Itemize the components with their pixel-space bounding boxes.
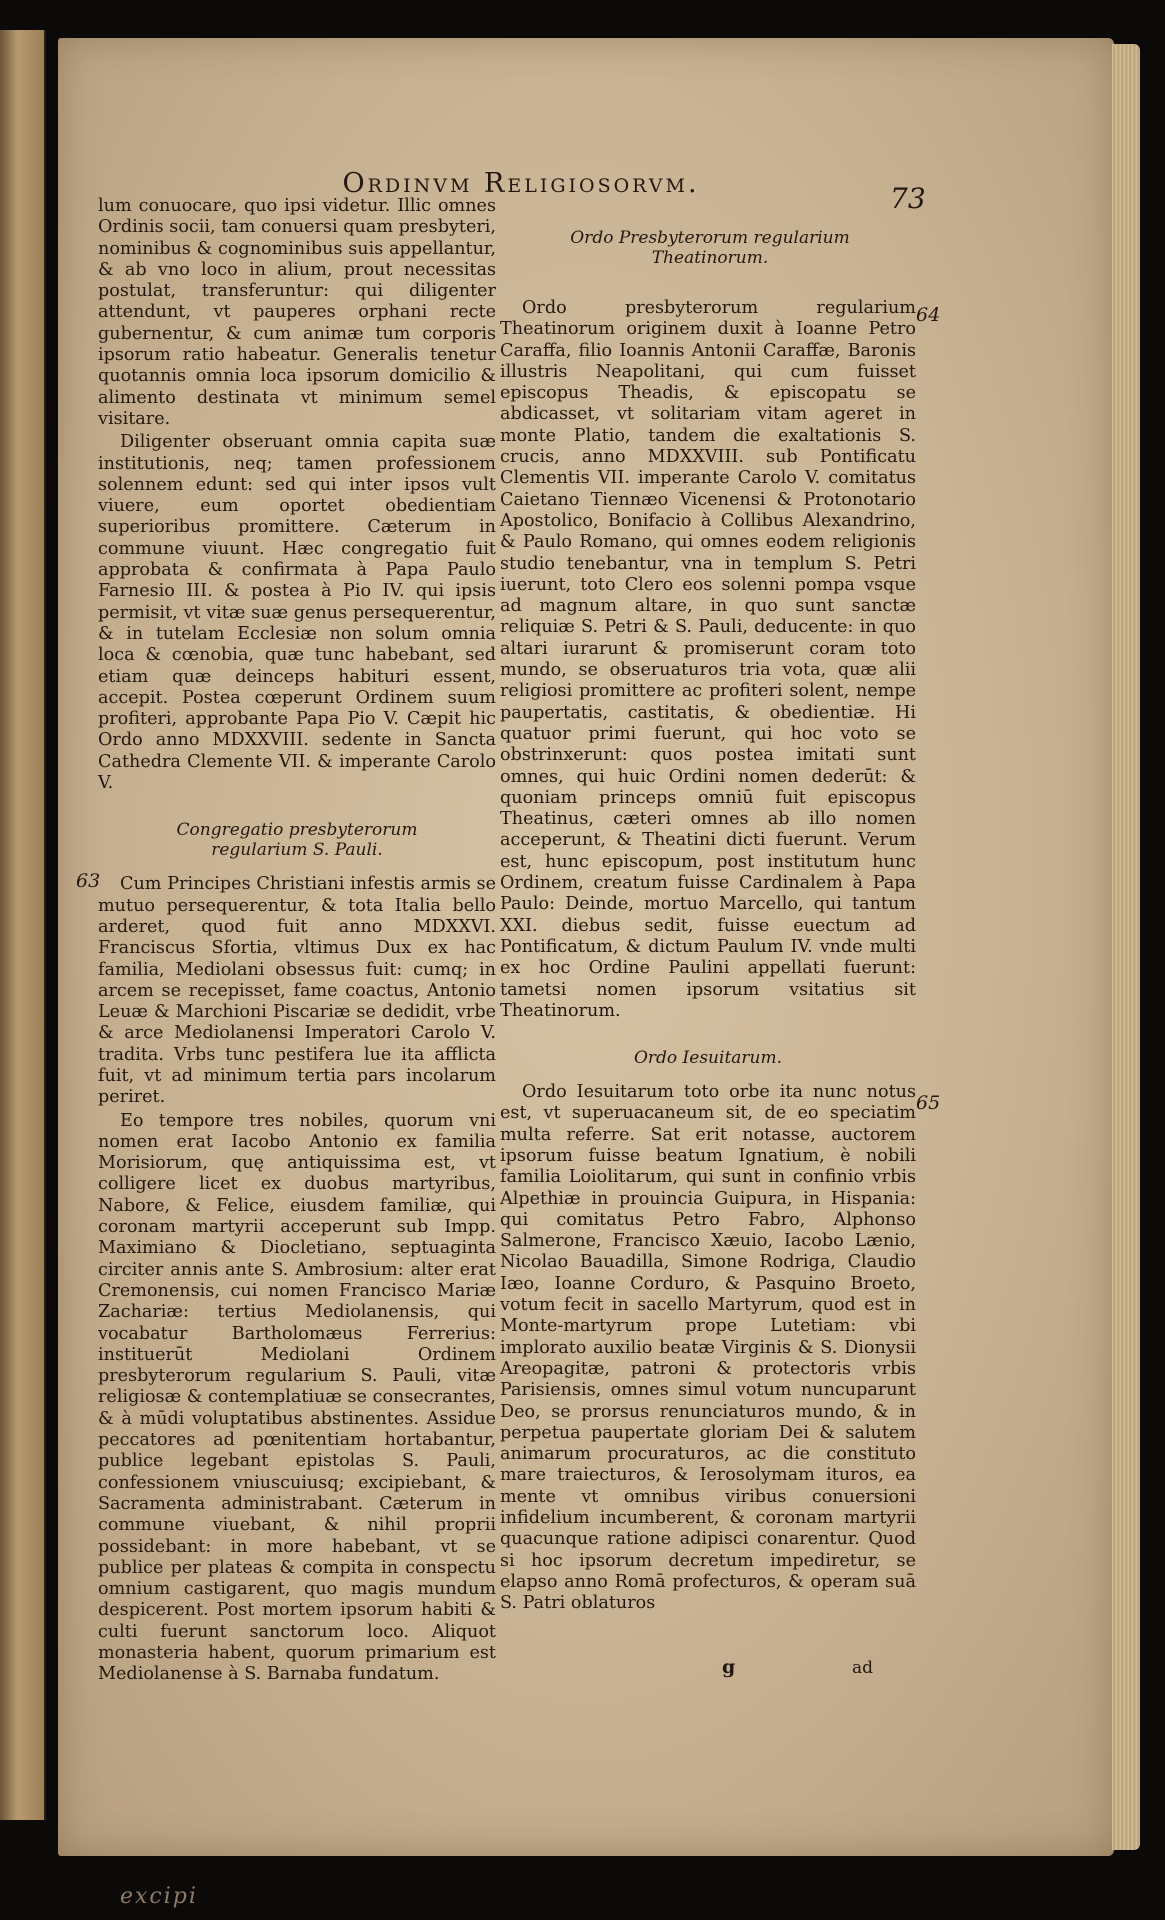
section-heading-s-pauli: Congregatio presbyterorum regularium S. Pauli. (176, 820, 418, 861)
signature-mark: g (722, 1656, 736, 1678)
right-column (500, 298, 916, 1615)
section-heading-iesuitarum: Ordo Iesuitarum. (633, 1048, 783, 1069)
margin-number-64: 64 (916, 304, 941, 326)
catchword: ad (852, 1658, 874, 1678)
bleed-through-text: excipi (120, 1884, 198, 1909)
running-head: Ordinvm Religiosorvm. (342, 168, 700, 199)
margin-number-65: 65 (916, 1092, 941, 1114)
left-column (98, 196, 496, 1686)
left-paragraph-4: Eo tempore tres nobiles, quorum vni nomen erat Iacobo Antonio ex familia Morisiorum, quę antiquissima est, vt colligere licet ex duobus martyribus, Nabore, & Felice, eiusdem familiæ, qui coronam martyrii acceperunt sub Impp. Maximiano & Diocletiano, septuaginta circiter annis ante S. Ambrosium: alter erat Cremonensis, cui nomen Francisco Mariæ Zachariæ: tertius Mediolanensis, qui vocabatur Bartholomæus Ferrerius: instituerūt Mediolani Ordinem presbyterorum regularium S. Pauli, vitæ religiosæ & contemplatiuæ se consecrantes, & à mūdi voluptatibus abstinentes. Assidue peccatores ad pœnitentiam hortabantur, publice legebant epistolas S. Pauli, confessionem vniuscuiusq; excipiebant, & Sacramenta administrabant. Cæterum in commune viuebant, & nihil proprii possidebant: in more habebant, vt se publice per plateas & compita in conspectu omnium castigarent, quo magis mundum despicerent. Post mortem ipsorum habiti & culti fuerunt sanctorum loco. Aliquot monasteria habent, quorum primarium est Mediolanense à S. Barnaba fundatum. (98, 1110, 496, 1685)
left-paragraph-2: Diligenter obseruant omnia capita suæ institutionis, neq; tamen professionem solennem edunt: sed qui inter ipsos vult viuere, eum oportet obedientiam superioribus promittere. Cæterum in commune viuunt. Hæc congregatio fuit approbata & confirmata à Papa Paulo Farnesio III. & postea à Pio IV. qui ipsis permisit, vt vitæ suæ genus persequerentur, & in tutelam Ecclesiæ non solum omnia loca & cœnobia, quæ tunc habebant, sed etiam quæ deinceps habituri essent, accepit. Postea cœperunt Ordinem suum profiteri, approbante Papa Pio V. Cæpit hic Ordo anno MDXXVIII. sedente in Sancta Cathedra Clemente VII. & imperante Carolo V. (98, 432, 496, 794)
right-paragraph-1: Ordo presbyterorum regularium Theatinorum originem duxit à Ioanne Petro Caraffa, filio Ioannis Antonii Caraffæ, Baronis illustris Neapolitani, qui cum fuisset episcopus Theadis, & episcopatu se abdicasset, vt solitariam vitam ageret in monte Platio, tandem die exaltationis S. crucis, anno MDXXVIII. sub Pontificatu Clementis VII. imperante Carolo V. comitatus Caietano Tiennæo Vicenensi & Protonotario Apostolico, Bonifacio à Collibus Alexandrino, & Paulo Romano, qui omnes eodem religionis studio tenebantur, vna in templum S. Petri iuerunt, toto Clero eos solenni pompa vsque ad magnum altare, in quo sunt sanctæ reliquiæ S. Petri & S. Pauli, deducente: in quo altari iurarunt & promiserunt coram toto mundo, se obseruaturos tria vota, quæ alii religiosi promittere ac profiteri solent, nempe paupertatis, castitatis, & obedientiæ. Hi quatuor primi fuerunt, qui hoc voto se obstrinxerunt: quos postea imitati sunt omnes, qui huic Ordini nomen dederūt: & quoniam princeps omniū fuit episcopus Theatinus, cæteri omnes ab illo nomen acceperunt, & Theatini dicti fuerunt. Verum est, hunc episcopum, post institutum hunc Ordinem, creatum fuisse Cardinalem à Papa Paulo: Deinde, mortuo Marcello, qui tantum XXI. diebus sedit, fuisse euectum ad Pontificatum, & dictum Paulum IV. vnde multi ex hoc Ordine Paulini appellati fuerunt: tametsi nomen ipsorum vsitatius sit Theatinorum. (500, 298, 916, 1021)
right-paragraph-2: Ordo Iesuitarum toto orbe ita nunc notus est, vt superuacaneum sit, de eo speciatim multa referre. Sat erit notasse, auctorem ipsorum fuisse beatum Ignatium, è nobili familia Loiolitarum, qui sunt in confinio vrbis Alpethiæ in prouincia Guipura, in Hispania: qui comitatus Petro Fabro, Alphonso Salmerone, Francisco Xæuio, Iacobo Lænio, Nicolao Bauadilla, Simone Rodriga, Claudio Iæo, Ioanne Corduro, & Pasquino Broeto, votum fecit in sacello Martyrum, quod est in Monte-martyrum prope Lutetiam: vbi implorato auxilio beatæ Virginis & S. Dionysii Areopagitæ, patroni & protectoris vrbis Parisiensis, omnes simul votum nuncuparunt Deo, se prorsus renunciaturos mundo, & in perpetua paupertate gloriam Dei & salutem animarum procuraturos, ac die constituto mare traiecturos, & Ierosolymam ituros, ea mente vt omnibus viribus conuersioni infidelium incumberent, & coronam martyrii quacunque ratione adipisci conarentur. Quod si hoc ipsorum decretum impediretur, se elapso anno Romā profecturos, & operam suā S. Patri oblaturos (500, 1082, 916, 1614)
page-fore-edge (1112, 44, 1140, 1850)
left-paragraph-3: Cum Principes Christiani infestis armis se mutuo persequerentur, & tota Italia bello arderet, quod fuit anno MDXXVI. Franciscus Sfortia, vltimus Dux ex hac familia, Mediolani obsessus fuit: cumq; in arcem se recepisset, fame coactus, Antonio Leuæ & Marchioni Piscariæ se dedidit, vrbe & arce Mediolanensi Imperatori Carolo V. tradita. Vrbs tunc pestifera lue ita afflicta fuit, vt ad minimum tertia pars incolarum periret. (98, 874, 496, 1108)
previous-page-edge (0, 30, 46, 1820)
section-heading-theatini: Ordo Presbyterorum regularium Theatinorum. (570, 228, 850, 268)
left-paragraph-1: lum conuocare, quo ipsi videtur. Illic omnes Ordinis socii, tam conuersi quam presbyteri, nominibus & cognominibus suis appellantur, & ab vno loco in alium, prout necessitas postulat, transferuntur: qui diligenter attendunt, vt pauperes orphani recte gubernentur, & cum animæ tum corporis ipsorum ratio habeatur. Generalis tenetur quotannis omnia loca ipsorum domicilio & alimento destinata vt minimum semel visitare. (98, 196, 497, 429)
margin-number-63: 63 (76, 870, 101, 892)
page-number: 73 (890, 182, 926, 215)
